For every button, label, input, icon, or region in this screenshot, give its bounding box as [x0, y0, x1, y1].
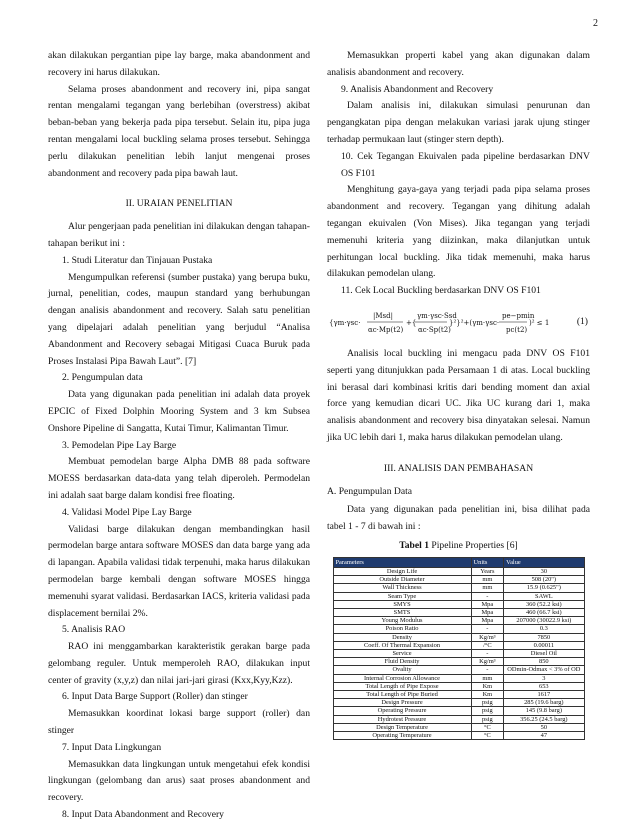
table-cell: 285 (19.6 barg) [504, 699, 584, 707]
table-cell: 508 (20") [504, 576, 584, 584]
table-cell: Years [471, 567, 504, 575]
table-cell: /°C [471, 641, 504, 649]
table-cell: Wall Thickness [333, 584, 471, 592]
table-cell: Coeff. Of Thermal Expansion [333, 641, 471, 649]
step-title: 10. Cek Tegangan Ekuivalen pada pipeline berdasarkan DNV OS F101 [341, 150, 590, 179]
table-cell: Diesel Oil [504, 649, 584, 657]
table-cell: 50 [504, 723, 584, 731]
svg-text:αc·Sp(t2): αc·Sp(t2) [418, 325, 451, 334]
table-cell: Service [333, 649, 471, 657]
table-cell: Total Length of Pipe Buried [333, 690, 471, 698]
table-cell: 356.25 (24.5 barg) [504, 715, 584, 723]
table-cell: Design Temperature [333, 723, 471, 731]
table-cell: Kg/m³ [471, 658, 504, 666]
step-title: 5. Analisis RAO [62, 624, 126, 636]
table-row [333, 625, 584, 633]
table-cell: Km [471, 682, 504, 690]
table-row [333, 608, 584, 616]
svg-text:γm·γsc·Ssd: γm·γsc·Ssd [417, 311, 457, 320]
table-cell: - [471, 649, 504, 657]
table-cell: SAWL [504, 592, 584, 600]
equation-image [327, 302, 567, 342]
table-caption-title: Pipeline Properties [6] [431, 539, 518, 551]
table-row [333, 633, 584, 641]
table-cell: psig [471, 699, 504, 707]
svg-text:αc·Mp(t2): αc·Mp(t2) [368, 325, 404, 334]
table-caption-label: Tabel 1 [399, 539, 430, 551]
step-body: Data yang digunakan pada penelitian ini adalah data proyek EPCIC of Fixed Dolphin Mooring System and 3 km Subsea Onshore Pipeline di Sangatta, Kutai Timur, Kalimantan Timur. [48, 389, 310, 434]
paragraph: Memasukkan properti kabel yang akan digunakan dalam analisis abandonment and recovery. [327, 50, 590, 78]
step-title: 6. Input Data Barge Support (Roller) dan stinger [62, 691, 248, 703]
table-cell: Mpa [471, 617, 504, 625]
table-cell: Operating Temperature [333, 731, 471, 739]
svg-text:pe−pmin: pe−pmin [502, 311, 535, 320]
paragraph: akan dilakukan pergantian pipe lay barge, maka abandonment and recovery ini harus dilakukan. [48, 50, 310, 78]
step-title: 4. Validasi Model Pipe Lay Barge [62, 506, 192, 518]
table-cell: Poison Ratio [333, 625, 471, 633]
table-body [333, 567, 584, 739]
table-row [333, 731, 584, 739]
table-row [333, 567, 584, 575]
table-cell: mm [471, 584, 504, 592]
left-column [48, 48, 310, 824]
svg-text:{γm·γsc·: {γm·γsc· [329, 318, 361, 327]
table-cell: mm [471, 576, 504, 584]
table-row [333, 649, 584, 657]
step-title: 7. Input Data Lingkungan [62, 741, 162, 753]
table-cell: mm [471, 674, 504, 682]
pipeline-properties-table [333, 557, 585, 740]
subsection-heading: A. Pengumpulan Data [327, 485, 412, 497]
table-row [333, 592, 584, 600]
table-cell: 850 [504, 658, 584, 666]
table-cell: - [471, 592, 504, 600]
table-row [333, 723, 584, 731]
table-cell: Design Life [333, 567, 471, 575]
table-cell: Outside Diameter [333, 576, 471, 584]
table-cell: Seam Type [333, 592, 471, 600]
step-title: 8. Input Data Abandonment and Recovery [62, 809, 224, 821]
table-row [333, 666, 584, 674]
table-cell: Mpa [471, 608, 504, 616]
table-cell: - [471, 666, 504, 674]
column-header: Units [471, 557, 504, 567]
table-row [333, 682, 584, 690]
table-cell: Operating Pressure [333, 707, 471, 715]
table-cell: 47 [504, 731, 584, 739]
table-cell: 460 (66.7 ksi) [504, 608, 584, 616]
table-cell: 1617 [504, 690, 584, 698]
page-number: 2 [593, 18, 598, 29]
table-row [333, 674, 584, 682]
table-row [333, 600, 584, 608]
svg-text:|Msd|: |Msd| [373, 311, 393, 320]
svg-text:)² ≤ 1: )² ≤ 1 [529, 318, 550, 327]
table-cell: Hydrotest Pressure [333, 715, 471, 723]
table-cell: 7850 [504, 633, 584, 641]
table-cell: °C [471, 731, 504, 739]
table-cell: psig [471, 715, 504, 723]
table-cell: 145 (9.8 barg) [504, 707, 584, 715]
table-cell: 653 [504, 682, 584, 690]
paragraph: Data yang digunakan pada penelitian ini, bisa dilihat pada tabel 1 - 7 di bawah ini : [327, 504, 590, 533]
table-row [333, 690, 584, 698]
svg-text:pc(t2): pc(t2) [506, 325, 528, 334]
table-caption [327, 538, 590, 555]
column-header: Parameters [333, 557, 471, 567]
table-cell: SMTS [333, 608, 471, 616]
table-cell: Mpa [471, 600, 504, 608]
step-body: Dalam analisis ini, dilakukan simulasi penurunan dan pengangkatan pipa dengan melakukan variasi jarak ujung stinger terhadap permukaan laut (stinger stern depth). [327, 100, 590, 145]
table-cell: Density [333, 633, 471, 641]
right-column [327, 48, 590, 740]
table-cell: SMYS [333, 600, 471, 608]
table-cell: ODmin-Odmax < 3% of OD [504, 666, 584, 674]
step-title: 9. Analisis Abandonment and Recovery [341, 83, 494, 95]
step-body: Membuat pemodelan barge Alpha DMB 88 pada software MOESS berdasarkan data-data yang telah diperoleh. Permodelan ini adalah saat barge dalam kondisi free floating. [48, 456, 310, 501]
paragraph: Alur pengerjaan pada penelitian ini dilakukan dengan tahapan-tahapan berikut ini : [48, 221, 310, 249]
table-cell: °C [471, 723, 504, 731]
step-body: Memasukkan data lingkungan untuk mengetahui efek kondisi lingkungan (gelombang dan arus) saat proses abandonment and recovery. [48, 758, 310, 804]
table-cell: Km [471, 690, 504, 698]
equation-number: (1) [576, 315, 588, 327]
table-cell: Design Pressure [333, 699, 471, 707]
table-row [333, 584, 584, 592]
table-cell: 0.00011 [504, 641, 584, 649]
paragraph: Selama proses abandonment and recovery ini, pipa sangat rentan mengalami tegangan yang berlebihan (overstress) akibat beban-beban yang bekerja pada pipa tersebut. Selain itu, pipa juga rentan mengalami local buckling selama proses tersebut. Sehingga perlu dilakukan penelitian lebih lanjut mengenai proses abandonment and recovery pada pipa bawah laut. [48, 83, 310, 179]
table-cell: - [471, 625, 504, 633]
step-body: Memasukkan koordinat lokasi barge support (roller) dan stinger [48, 708, 310, 737]
table-cell: 15.9 (0.625") [504, 584, 584, 592]
step-title: 1. Studi Literatur dan Tinjauan Pustaka [62, 254, 213, 266]
table-row [333, 658, 584, 666]
table-row [333, 576, 584, 584]
paragraph: Analisis local buckling ini mengacu pada DNV OS F101 seperti yang ditunjukkan pada Persamaan 1 di atas. Local buckling ini berasal dari kombinasi kritis dari bending moment dan axial force yang kemudian dicari UC. Jika UC kurang dari 1, maka analisis abandonment and recovery bisa dinyatakan selesai. Namun jika UC lebih dari 1, maka harus dilakukan pemodelan ulang. [327, 347, 590, 443]
table-cell: 3 [504, 674, 584, 682]
table-cell: psig [471, 707, 504, 715]
table-cell: 360 (52.2 ksi) [504, 600, 584, 608]
svg-text:+{: +{ [406, 318, 417, 327]
table-cell: Internal Corrosion Allowance [333, 674, 471, 682]
table-cell: Kg/m³ [471, 633, 504, 641]
svg-text:}²}²+(γm·γsc·: }²}²+(γm·γsc· [449, 318, 500, 327]
step-body: Mengumpulkan referensi (sumber pustaka) yang berupa buku, jurnal, penelitian, codes, maupun standard yang berhubungan dengan analisis abandonment and recovery. Salah satu penelitian yang dipelajari adalah penelitian yang berjudul “Analisa Abandonment and Recovery sebagai Mitigasi Cuaca Buruk pada Proses Instalasi Pipa Bawah Laut”. [7] [48, 271, 310, 367]
table-row [333, 699, 584, 707]
table-row [333, 617, 584, 625]
step-title: 3. Pemodelan Pipe Lay Barge [62, 439, 177, 451]
table-cell: 207000 (30022.9 ksi) [504, 617, 584, 625]
table-cell: Total Length of Pipe Expose [333, 682, 471, 690]
step-title: 11. Cek Local Buckling berdasarkan DNV OS F101 [341, 285, 541, 297]
table-cell: 30 [504, 567, 584, 575]
table-cell: Fluid Density [333, 658, 471, 666]
table-row [333, 707, 584, 715]
step-title: 2. Pengumpulan data [62, 372, 143, 384]
section-heading: III. ANALISIS DAN PEMBAHASAN [383, 462, 534, 474]
step-body: RAO ini menggambarkan karakteristik gerakan barge pada gelombang reguler. Untuk memperoleh RAO, dilakukan input center of gravity (x,y,z) dan nilai jari-jari girasi (Kxx,Kyy,Kzz). [48, 641, 310, 686]
equation-1 [327, 302, 590, 342]
column-header: Value [504, 557, 584, 567]
step-body: Validasi barge dilakukan dengan membandingkan hasil permodelan barge antara software MOSES dan data barge yang ada di lapangan. Apabila validasi tidak terpenuhi, maka harus dilakukan permodelan barge kembali dengan software MOSES hingga memenuhi syarat validasi. Berdasarkan IACS, kriteria validasi pada displacement bernilai 2%. [48, 523, 310, 619]
step-body: Menghitung gaya-gaya yang terjadi pada pipa selama proses abandonment and recovery. Tegangan yang dihitung adalah tegangan ekuivalen (Von Mises). Jika tegangan yang terjadi memenuhi kriteria yang diizinkan, maka dilanjutkan untuk perhitungan local buckling. Jika tidak memenuhi, maka harus dilakukan pemodelan ulang. [327, 184, 590, 280]
table-cell: Ovality [333, 666, 471, 674]
section-heading: II. URAIAN PENELITIAN [125, 198, 233, 210]
table-cell: 0.3 [504, 625, 584, 633]
table-row [333, 715, 584, 723]
table-cell: Young Modulus [333, 617, 471, 625]
table-row [333, 641, 584, 649]
